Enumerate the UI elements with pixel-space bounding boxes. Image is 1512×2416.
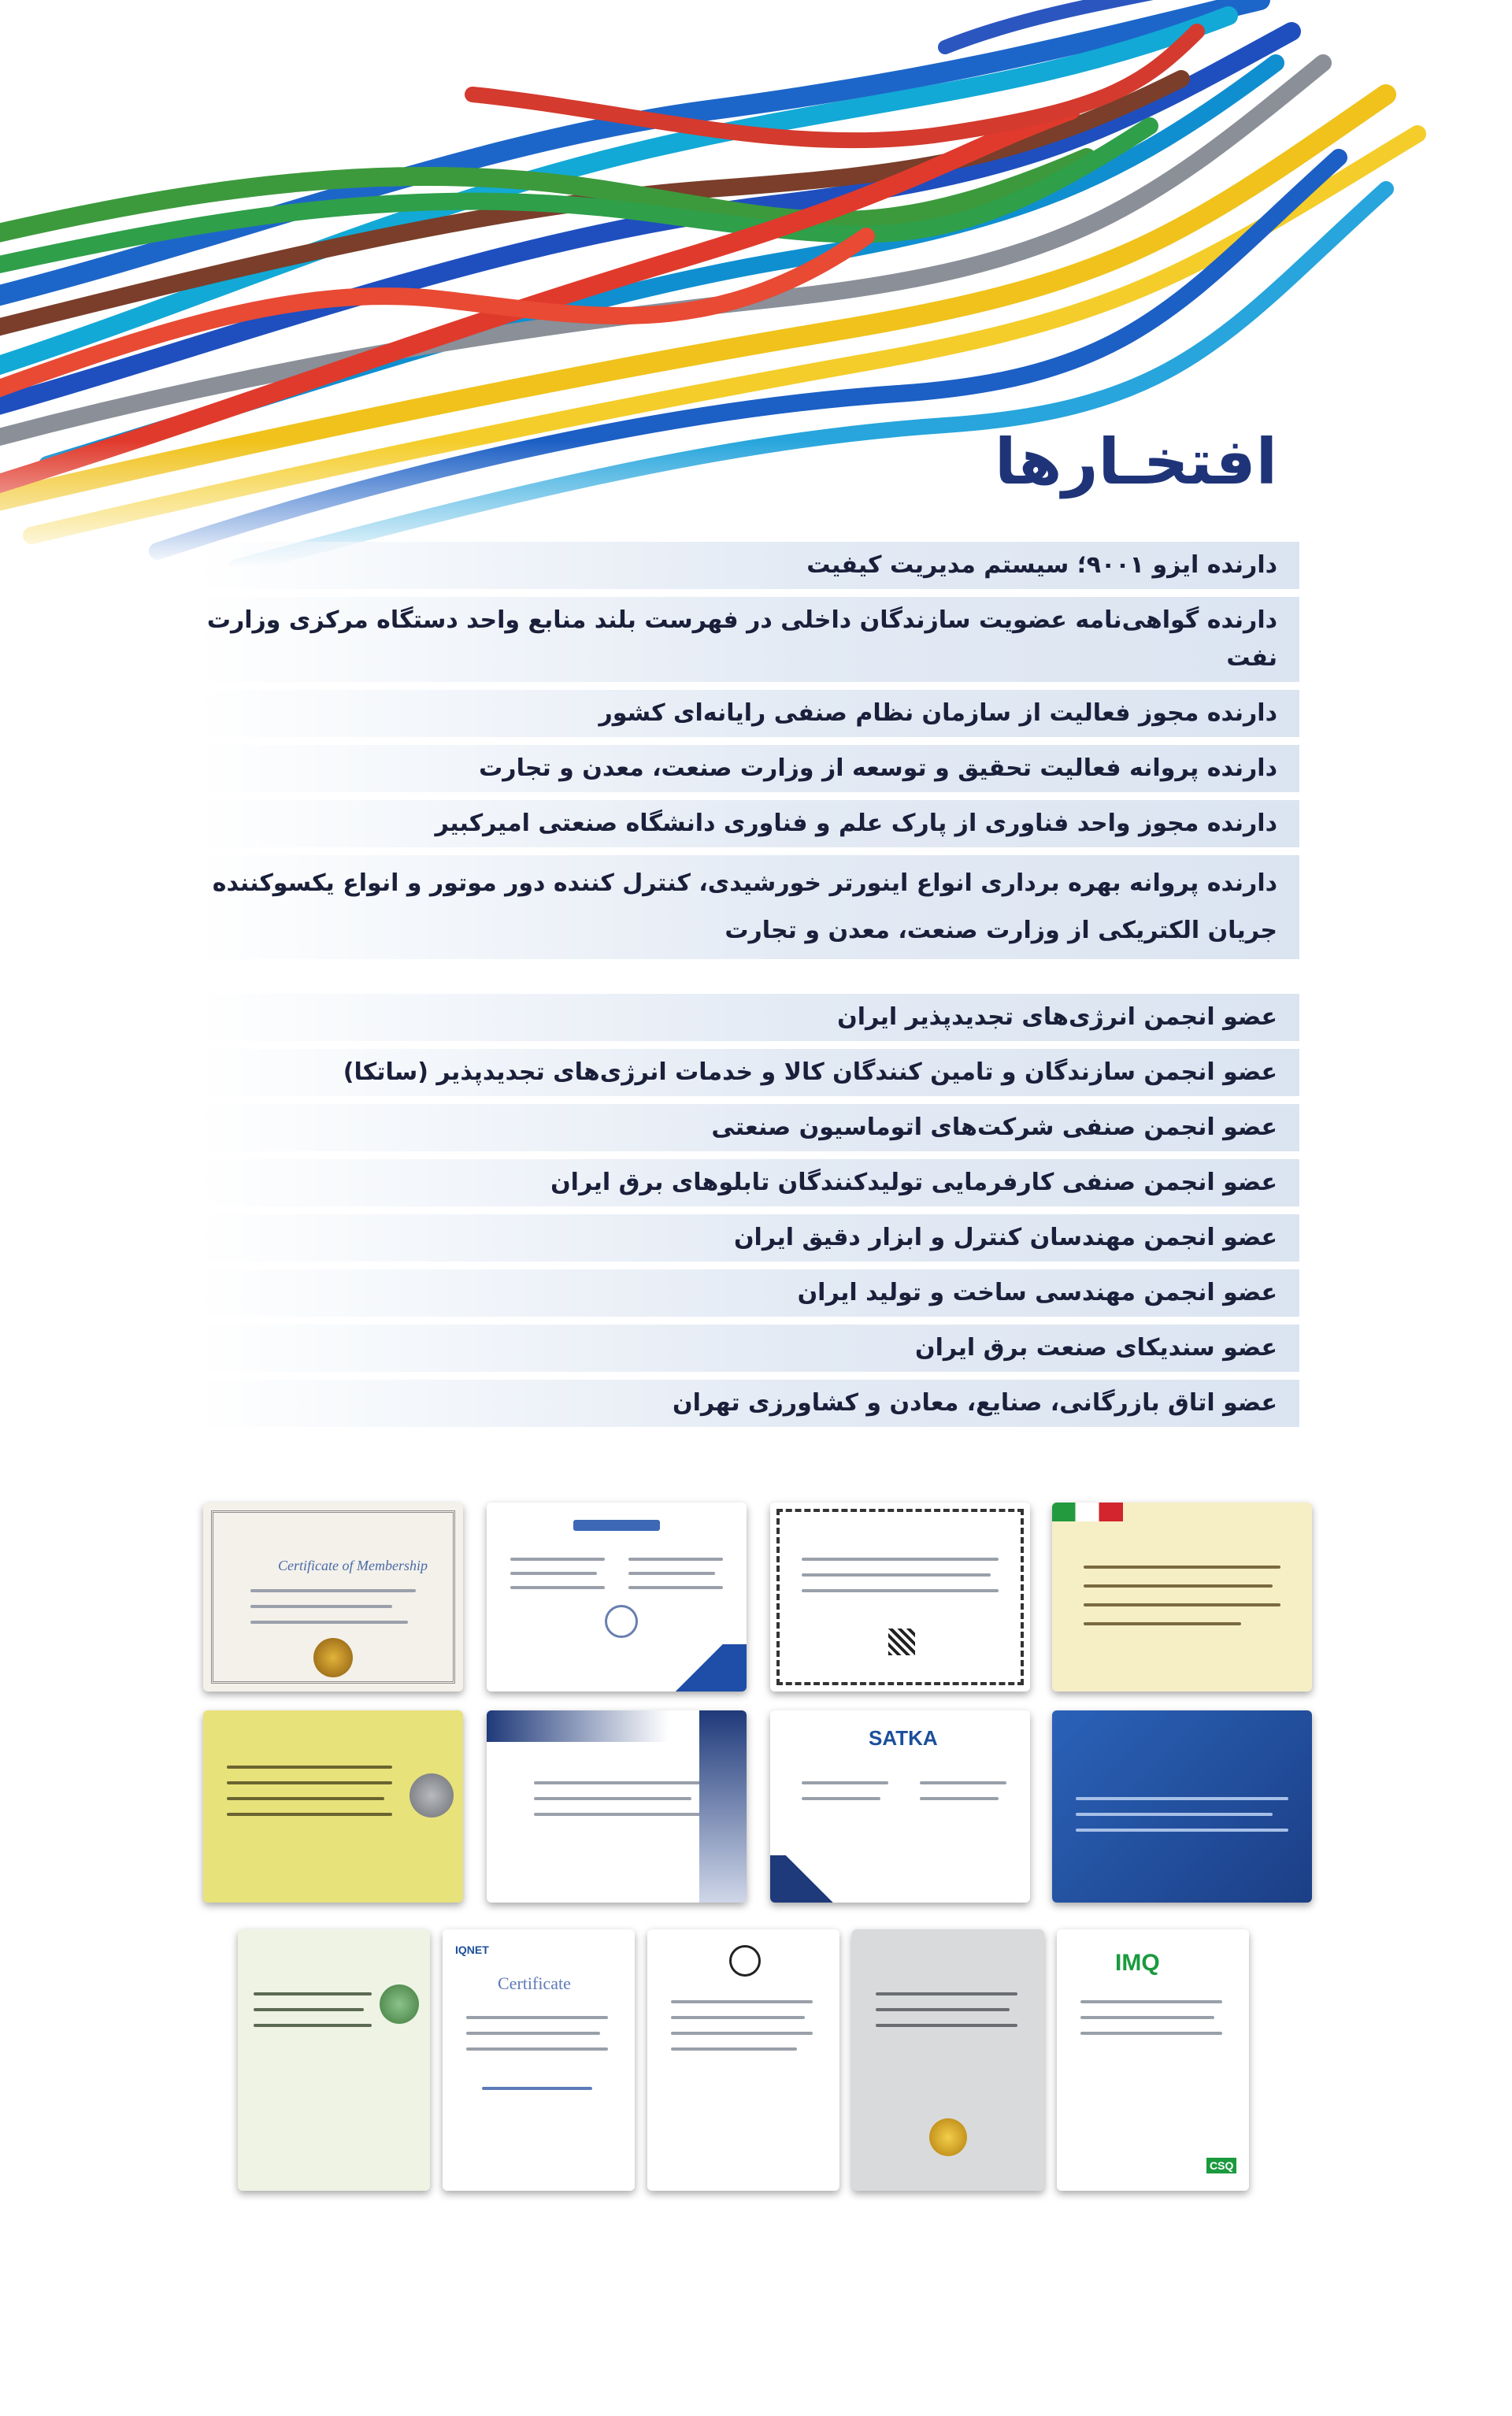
- list-item: عضو انجمن صنفی شرکت‌های اتوماسیون صنعتی: [197, 1104, 1299, 1151]
- list-item: دارنده گواهی‌نامه عضویت سازندگان داخلی در فهرست بلند منابع واحد دستگاه مرکزی وزارت نفت: [197, 597, 1299, 682]
- logo-icon: [729, 1945, 761, 1977]
- list-item: عضو انجمن مهندسی ساخت و تولید ایران: [197, 1269, 1299, 1317]
- certificate-amirkabir-park[interactable]: [647, 1929, 839, 2191]
- certificate-caption: Certificate: [498, 1973, 571, 1993]
- hero-banner: [0, 0, 1512, 567]
- csq-logo: CSQ: [1206, 2158, 1236, 2173]
- certificate-industrial-association[interactable]: [1052, 1710, 1312, 1903]
- list-item: عضو انجمن انرژی‌های تجدیدپذیر ایران: [197, 994, 1299, 1041]
- list-item: دارنده ایزو ۹۰۰۱؛ سیستم مدیریت کیفیت: [197, 542, 1299, 589]
- list-item: دارنده پروانه بهره برداری انواع اینورتر خورشیدی، کنترل کننده دور موتور و انواع یکسوکننده جریان الکتریکی از وزارت صنعت، معدن و تجارت: [197, 855, 1299, 959]
- certificate-satka[interactable]: [770, 1710, 1030, 1903]
- certificate-automation-association[interactable]: [852, 1929, 1044, 2191]
- certificate-membership[interactable]: [203, 1503, 463, 1692]
- memberships-list: [197, 994, 1299, 1435]
- seal-icon: [410, 1773, 454, 1818]
- list-item: عضو سندیکای صنعت برق ایران: [197, 1325, 1299, 1372]
- certificate-rnd[interactable]: [1052, 1503, 1312, 1692]
- certificate-operating-license[interactable]: [203, 1710, 463, 1903]
- list-item: عضو انجمن صنفی کارفرمایی تولیدکنندگان تابلوهای برق ایران: [197, 1159, 1299, 1206]
- certificate-iqnet[interactable]: [443, 1929, 635, 2191]
- certificate-imq-iso[interactable]: [1057, 1929, 1249, 2191]
- list-item: دارنده مجوز فعالیت از سازمان نظام صنفی رایانه‌ای کشور: [197, 690, 1299, 737]
- list-item: عضو اتاق بازرگانی، صنایع، معادن و کشاورزی تهران: [197, 1380, 1299, 1427]
- achievements-list: [197, 542, 1299, 967]
- certificate-rnd-license[interactable]: [238, 1929, 430, 2191]
- seal-icon: [380, 1984, 419, 2024]
- qr-code-icon: [888, 1629, 915, 1655]
- seal-icon: [929, 2118, 967, 2156]
- list-item: عضو انجمن سازندگان و تامین کنندگان کالا و خدمات انرژی‌های تجدیدپذیر (ساتکا): [197, 1049, 1299, 1096]
- imq-logo: IMQ: [1115, 1950, 1160, 1976]
- list-item: عضو انجمن مهندسان کنترل و ابزار دقیق ایران: [197, 1214, 1299, 1262]
- page-title: افتخـارها: [994, 425, 1277, 498]
- certificate-oil-ministry[interactable]: [487, 1503, 747, 1692]
- seal-icon: [605, 1605, 638, 1638]
- certificate-technology-unit[interactable]: [487, 1710, 747, 1903]
- certificate-nezam-senfi[interactable]: [770, 1503, 1030, 1692]
- satka-logo: SATKA: [869, 1726, 938, 1750]
- iqnet-logo: IQNET: [455, 1944, 489, 1956]
- certificate-caption: Certificate of Membership: [278, 1558, 428, 1573]
- cables-illustration: [0, 0, 1512, 567]
- seal-icon: [313, 1638, 353, 1677]
- list-item: دارنده پروانه فعالیت تحقیق و توسعه از وزارت صنعت، معدن و تجارت: [197, 745, 1299, 792]
- list-item: دارنده مجوز واحد فناوری از پارک علم و فناوری دانشگاه صنعتی امیرکبیر: [197, 800, 1299, 847]
